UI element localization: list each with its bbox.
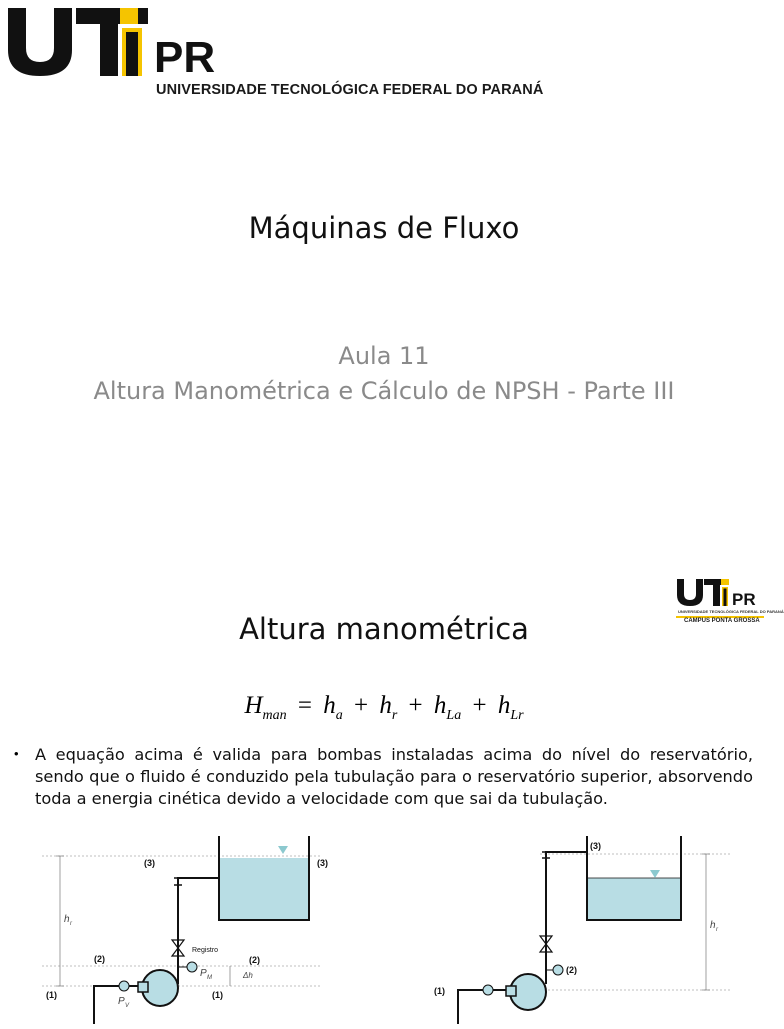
dh-label: Δh <box>243 971 253 980</box>
svg-text:PR: PR <box>154 33 216 82</box>
hr-label: h <box>64 914 70 925</box>
university-name: UNIVERSIDADE TECNOLÓGICA FEDERAL DO PARANÁ <box>156 82 544 98</box>
slide-title: Máquinas de Fluxo <box>248 211 520 245</box>
point-3-right-diagram: (3) <box>590 841 601 851</box>
hr-label-right: h <box>710 920 716 931</box>
eq-term-3-sub: La <box>446 708 462 723</box>
utfpr-small-logo-graphic <box>676 578 764 608</box>
explanation-paragraph: A equação acima é valida para bombas instaladas acima do nível do reservatório, sendo que o fluido é conduzido pela tubulação para o reservatório superior, absorvendo toda a energia cinética devido a velocidade com que sai da tubulação. <box>35 745 753 808</box>
point-2-left: (2) <box>94 954 105 964</box>
eq-plus: + <box>408 692 423 719</box>
small-university-name: UNIVERSIDADE TECNOLÓGICA FEDERAL DO PARANÁ <box>678 609 784 614</box>
utfpr-logo <box>6 6 566 96</box>
pv-sub: V <box>125 1003 130 1009</box>
point-1-right: (1) <box>212 990 223 1000</box>
svg-text:PR: PR <box>732 590 756 609</box>
bullet-marker: • <box>14 746 19 761</box>
pm-sub: M <box>207 975 212 981</box>
eq-term-4: h <box>497 692 511 719</box>
hr-sub: r <box>70 921 72 927</box>
pv-label: P <box>118 996 125 1007</box>
eq-term-1: h <box>323 692 336 719</box>
eq-lhs: H <box>244 692 263 719</box>
point-1-right-diagram: (1) <box>434 986 445 996</box>
point-3-right: (3) <box>317 858 328 868</box>
head-equation <box>0 692 768 724</box>
point-3-left: (3) <box>144 858 155 868</box>
point-1-left: (1) <box>46 990 57 1000</box>
point-2-right-diagram: (2) <box>566 965 577 975</box>
eq-term-4-sub: Lr <box>510 708 524 723</box>
eq-term-3: h <box>433 692 447 719</box>
diagram-pump-above-reservoir <box>38 832 328 1029</box>
pm-label: P <box>200 968 207 979</box>
eq-equals: = <box>297 692 312 719</box>
section-heading: Altura manométrica <box>239 612 529 646</box>
eq-plus: + <box>472 692 487 719</box>
content-slide <box>0 570 784 1024</box>
utfpr-logo-graphic <box>6 6 246 82</box>
hr-sub-right: r <box>716 927 718 933</box>
eq-lhs-sub: man <box>262 708 287 723</box>
eq-term-1-sub: a <box>335 708 343 723</box>
eq-plus: + <box>353 692 369 719</box>
eq-term-2: h <box>379 692 392 719</box>
point-2-right: (2) <box>249 955 260 965</box>
diagram-pump-below-reservoir <box>430 832 730 1029</box>
slide-subtitle-topic: Altura Manométrica e Cálculo de NPSH - Parte III <box>93 377 675 405</box>
slide-subtitle-lesson: Aula 11 <box>338 342 430 370</box>
registro-label: Registro <box>192 947 219 954</box>
eq-term-2-sub: r <box>391 708 398 723</box>
campus-name: CAMPUS PONTA GROSSA <box>684 618 760 624</box>
